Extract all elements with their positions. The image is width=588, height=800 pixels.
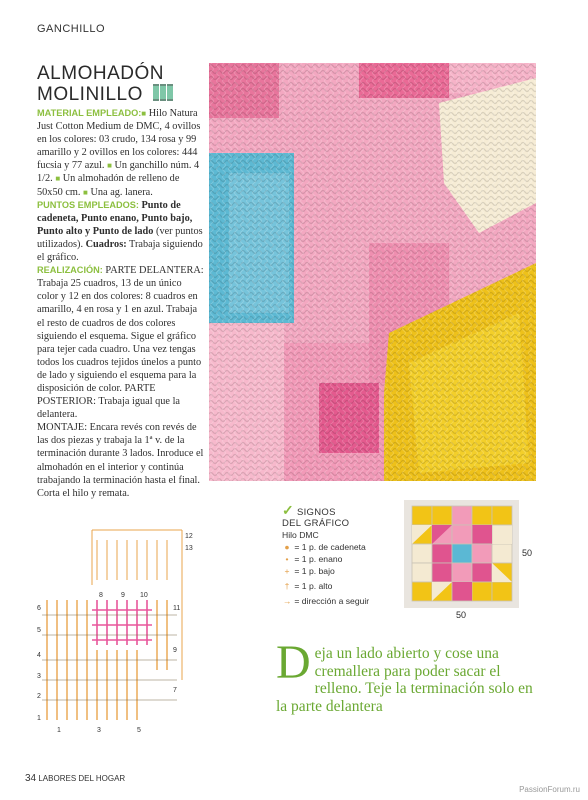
legend-item: † = 1 p. alto	[284, 581, 333, 591]
row-label: 1	[37, 715, 41, 722]
material-paragraph: MATERIAL EMPLEADO:■ Hilo Natura Just Cotton Medium de DMC, 4 ovillos en los colores: 03 crudo, 134 rosa y 99 amarillo y 2 ovillos en los colores: 444 fucsia y 77 azul. ■ Un ganchillo núm. 4 1/2. ■ Un almohadón de relleno de 50x50 cm. ■ Una ag. lanera.	[37, 108, 201, 198]
puntos-paragraph: PUNTOS EMPLEADOS: Punto de cadeneta, Punto enano, Punto bajo, Punto alto y Punto de lado (ver puntos utilizados). Cuadros: Trabaja siguiendo el gráfico.	[37, 199, 203, 264]
col-label: 1	[57, 727, 61, 734]
row-label: 3	[37, 673, 41, 680]
puntos-label: PUNTOS EMPLEADOS:	[37, 199, 139, 210]
watermark: PassionForum.ru	[519, 785, 580, 794]
material-label: MATERIAL EMPLEADO:	[37, 108, 142, 118]
col-label: 3	[97, 727, 101, 734]
legend-title-2: DEL GRÁFICO	[282, 518, 350, 529]
realizacion-paragraph: REALIZACIÓN: PARTE DELANTERA: Trabaja 25 cuadros, 13 de un único color y 12 en dos colores: 8 cuadros en amarillo, 4 en rosa y 1 en azul. Trabaja el resto de cuadros de dos colores siguiendo el esquema. Sigue el gráfico para tejer cada cuadro. Una vez tengas todos los cuadros tejidos únelos a punto de lado y siguiendo el esquema para la disposición de color. PARTE POSTERIOR: Trabaja igual que la delantera.	[37, 265, 204, 421]
legend-title-1: SIGNOS	[296, 507, 336, 518]
row-label: 5	[37, 627, 41, 634]
row-label: 6	[37, 605, 41, 612]
bullet-icon: ■	[141, 109, 147, 118]
col-label: 9	[173, 647, 177, 654]
realizacion-label: REALIZACIÓN:	[37, 265, 103, 276]
page-number: 34	[25, 773, 37, 784]
pull-quote	[276, 636, 538, 715]
row-label: 2	[37, 693, 41, 700]
col-label: 8	[99, 592, 103, 599]
legend-brand: Hilo DMC	[282, 530, 319, 540]
col-label: 10	[140, 592, 148, 599]
crochet-chart	[37, 520, 197, 740]
col-label: 7	[173, 687, 177, 694]
pillow-photo	[209, 63, 536, 481]
row-label: 4	[37, 652, 41, 659]
page-title	[37, 63, 207, 106]
dimension-height: 50	[522, 548, 533, 558]
title-line-2: MOLINILLO	[37, 84, 143, 106]
chart-legend	[282, 502, 402, 607]
col-label: 5	[137, 727, 141, 734]
difficulty-spools-icon	[153, 84, 174, 106]
footer	[25, 773, 125, 784]
legend-item: → = dirección a seguir	[282, 596, 370, 606]
check-icon: ✓	[282, 502, 295, 518]
bullet-icon: ■	[107, 161, 112, 171]
instructions-text	[37, 107, 205, 500]
title-line-1: ALMOHADÓN	[37, 63, 164, 84]
legend-item: • = 1 p. enano	[285, 554, 343, 564]
dropcap: D	[276, 636, 311, 689]
dimension-width: 50	[456, 610, 467, 620]
legend-item: + = 1 p. bajo	[284, 566, 335, 576]
col-label: 9	[121, 592, 125, 599]
section-header: GANCHILLO	[37, 23, 106, 35]
montaje-paragraph: MONTAJE: Encara revés con revés de las dos piezas y trabaja la 1ª v. de la terminación durante 3 lados. Inroduce el almohadón en el interior y continúa trabajando la terminación hasta el final. Corta el hilo y remata.	[37, 422, 204, 499]
col-label: 11	[173, 605, 181, 612]
bullet-icon: ■	[83, 187, 88, 197]
col-label: 12	[185, 533, 193, 540]
quote-text: eja un lado abierto y cose una cremallera para poder sacar el relleno. Teje la terminación solo en la parte delantera	[276, 645, 533, 715]
magazine-name: LABORES DEL HOGAR	[38, 774, 126, 783]
bullet-icon: ■	[55, 174, 61, 184]
legend-item: ● = 1 p. de cadeneta	[284, 542, 366, 552]
col-label: 13	[185, 545, 193, 552]
color-layout-diagram	[404, 500, 519, 608]
